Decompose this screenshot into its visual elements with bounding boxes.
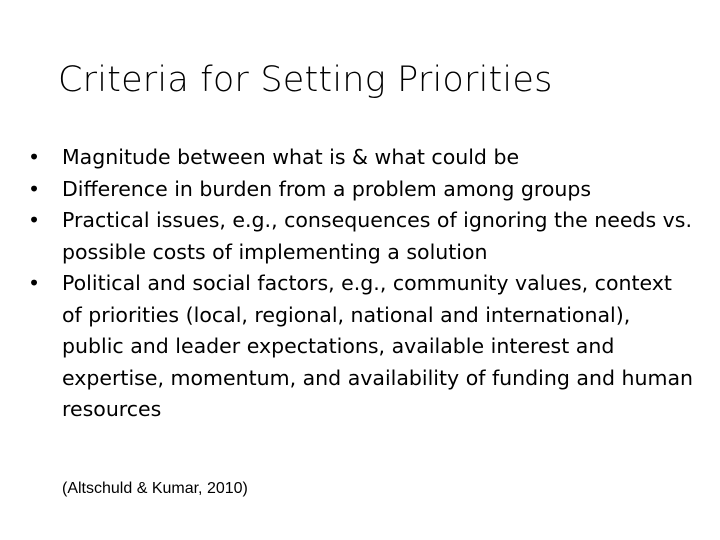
bullet-item (28, 142, 698, 174)
bullet-point-icon: • (28, 145, 41, 169)
bullet-list (28, 142, 698, 426)
bullet-point-icon: • (28, 208, 41, 232)
bullet-text: Political and social factors, e.g., community values, context of priorities (local, regional, national and international), public and leader expectations, available interest and expertise, momentum, and availability of funding and human resources (62, 271, 693, 421)
bullet-text: Magnitude between what is & what could be (62, 145, 520, 169)
slide-title: Criteria for Setting Priorities (58, 60, 553, 100)
bullet-item (28, 268, 698, 426)
bullet-text: Practical issues, e.g., consequences of ignoring the needs vs. possible costs of implementing a solution (62, 208, 692, 264)
citation: (Altschuld & Kumar, 2010) (62, 480, 248, 497)
bullet-point-icon: • (28, 271, 41, 295)
bullet-item (28, 174, 698, 206)
bullet-text: Difference in burden from a problem among groups (62, 176, 592, 201)
bullet-point-icon: • (28, 176, 41, 201)
bullet-item (28, 205, 698, 268)
